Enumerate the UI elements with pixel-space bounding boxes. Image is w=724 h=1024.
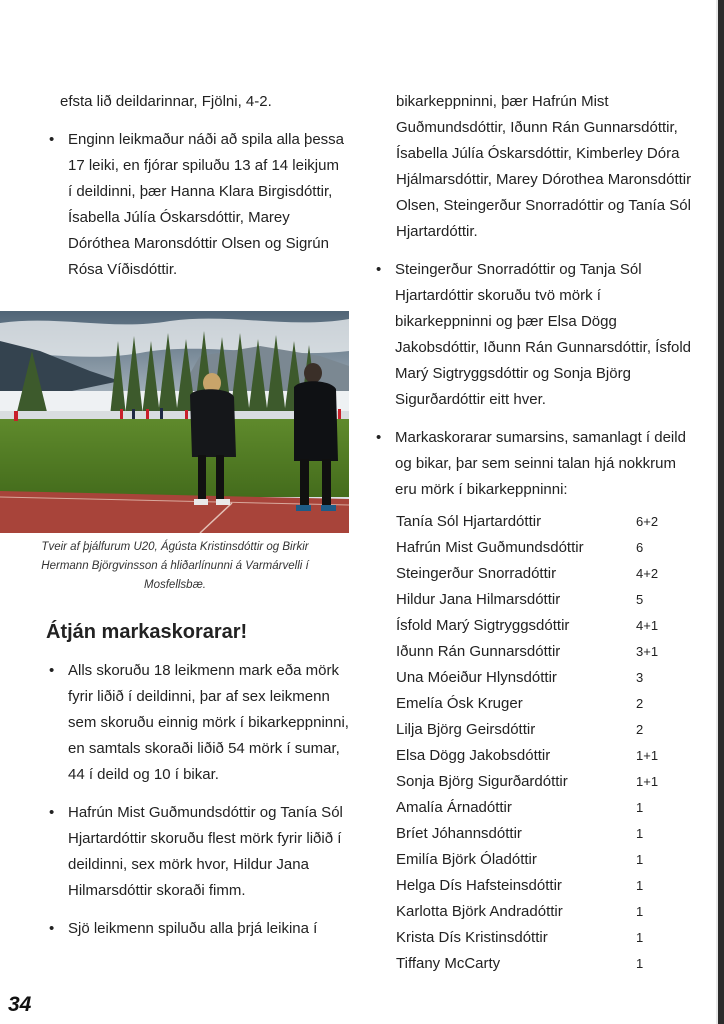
scorer-row: [396, 639, 693, 665]
scorer-goals: 2: [636, 696, 644, 711]
bullet-item: • Markaskorarar sumarsins, samanlagt í deild og bikar, þar sem seinni talan hjá nokkrum eru mörk í bikarkeppninni:: [373, 425, 693, 503]
scorer-name: Lilja Björg Geirsdóttir: [396, 721, 536, 738]
continuation-text: bikarkeppninni, þær Hafrún Mist Guðmundsdóttir, Iðunn Rán Gunnarsdóttir, Ísabella Júlía Óskarsdóttir, Kimberley Dóra Hjálmarsdóttir, Marey Dórothea Maronsdóttir Olsen, Steingerður Snorradóttir og Tanía Sól Hjartardóttir.: [396, 93, 692, 240]
scorer-name: Karlotta Björk Andradóttir: [396, 903, 563, 920]
scorer-goals: 1: [636, 852, 644, 867]
scorer-name: Hafrún Mist Guðmundsdóttir: [396, 539, 584, 556]
scorer-goals: 6+2: [636, 514, 659, 529]
bullet-item: • Enginn leikmaður náði að spila alla þessa 17 leiki, en fjórar spiluðu 13 af 14 leikjum í deildinni, þær Hanna Klara Birgisdóttir, Ísabella Júlía Óskarsdóttir, Marey Dóróthea Maronsdóttir Olsen og Sigrún Rósa Víðisdóttir.: [46, 127, 346, 283]
section-heading: Átján markaskorarar!: [46, 621, 248, 643]
scorer-name: Amalía Árnadóttir: [396, 799, 512, 816]
scorer-goals: 1: [636, 930, 644, 945]
scorer-goals: 1+1: [636, 774, 659, 789]
scorer-goals: 3+1: [636, 644, 659, 659]
scorer-row: [396, 821, 693, 847]
page-edge: [718, 0, 724, 1024]
scorer-name: Iðunn Rán Gunnarsdóttir: [396, 643, 561, 660]
page-edge-strip: [716, 0, 718, 1024]
scorer-goals: 2: [636, 722, 644, 737]
scorer-row: [396, 691, 693, 717]
left-column-bottom: [46, 658, 351, 954]
scorer-row: [396, 743, 693, 769]
scorer-goals: 4+1: [636, 618, 659, 633]
scorer-row: [396, 717, 693, 743]
scorer-row: [396, 951, 693, 977]
bullet-item: • Steingerður Snorradóttir og Tanja Sól Hjartardóttir skoruðu tvö mörk í bikarkeppninni og þær Elsa Dögg Jakobsdóttir, Iðunn Rán Gunnarsdóttir, Ísfold Marý Sigtryggsdóttir og Sonja Björg Sigurðardóttir eitt hver.: [373, 257, 693, 413]
scorer-row: [396, 847, 693, 873]
scorer-goals: 1: [636, 878, 644, 893]
scorer-name: Emelía Ósk Kruger: [396, 695, 523, 712]
scorer-name: Sonja Björg Sigurðardóttir: [396, 773, 568, 790]
bullet-item: • Hafrún Mist Guðmundsdóttir og Tanía Sól Hjartardóttir skoruðu flest mörk fyrir liðið í deildinni, sex mörk hvor, Hildur Jana Hilmarsdóttir skoraði fimm.: [46, 800, 351, 904]
scorer-name: Helga Dís Hafsteinsdóttir: [396, 877, 562, 894]
scorer-goals: 1: [636, 904, 644, 919]
scorer-name: Emilía Björk Óladóttir: [396, 851, 537, 868]
scorer-row: [396, 769, 693, 795]
bullet-list: [373, 257, 693, 503]
scorer-goals: 4+2: [636, 566, 659, 581]
scorer-name: Hildur Jana Hilmarsdóttir: [396, 591, 561, 608]
scorer-row: [396, 509, 693, 535]
bullet-item: • Alls skoruðu 18 leikmenn mark eða mörk fyrir liðið í deildinni, þar af sex leikmenn sem skoruðu einnig mörk í bikarkeppninni, en samtals skoraði liðið 54 mörk í sumar, 44 í deild og 10 í bikar.: [46, 658, 351, 788]
scorer-row: [396, 873, 693, 899]
bullet-list: [46, 658, 351, 942]
scorer-name: Steingerður Snorradóttir: [396, 565, 557, 582]
photo-caption: Tveir af þjálfurum U20, Ágústa Kristinsdóttir og Birkir Hermann Björgvinsson á hliðarlínunni á Varmárvelli í Mosfellsbæ.: [41, 541, 309, 591]
scorer-goals: 3: [636, 670, 644, 685]
scorer-name: Bríet Jóhannsdóttir: [396, 825, 522, 842]
scorer-goals: 1+1: [636, 748, 659, 763]
scorer-goals: 1: [636, 956, 644, 971]
scorer-name: Ísfold Marý Sigtryggsdóttir: [396, 617, 570, 634]
continuation-text: efsta lið deildarinnar, Fjölni, 4-2.: [60, 93, 272, 110]
scorer-goals: 6: [636, 540, 644, 555]
scorer-name: Tiffany McCarty: [396, 955, 501, 972]
photo-coaches-sideline: [0, 311, 349, 533]
left-column-top: [46, 89, 346, 295]
right-column: [373, 89, 693, 977]
scorer-name: Krista Dís Kristinsdóttir: [396, 929, 548, 946]
scorers-list: [396, 509, 693, 977]
scorer-goals: 1: [636, 800, 644, 815]
scorer-row: [396, 561, 693, 587]
scorer-name: Elsa Dögg Jakobsdóttir: [396, 747, 551, 764]
scorer-row: [396, 925, 693, 951]
scorer-goals: 1: [636, 826, 644, 841]
bullet-list: [46, 127, 346, 283]
page-number: 34: [8, 993, 32, 1016]
scorer-goals: 5: [636, 592, 644, 607]
scorer-row: [396, 899, 693, 925]
scorer-name: Tanía Sól Hjartardóttir: [396, 513, 542, 530]
bullet-item: • Sjö leikmenn spiluðu alla þrjá leikina í: [46, 916, 351, 942]
scorer-row: [396, 535, 693, 561]
scorer-row: [396, 587, 693, 613]
scorer-row: [396, 665, 693, 691]
scorer-row: [396, 795, 693, 821]
scorer-name: Una Móeiður Hlynsdóttir: [396, 669, 557, 686]
scorer-row: [396, 613, 693, 639]
